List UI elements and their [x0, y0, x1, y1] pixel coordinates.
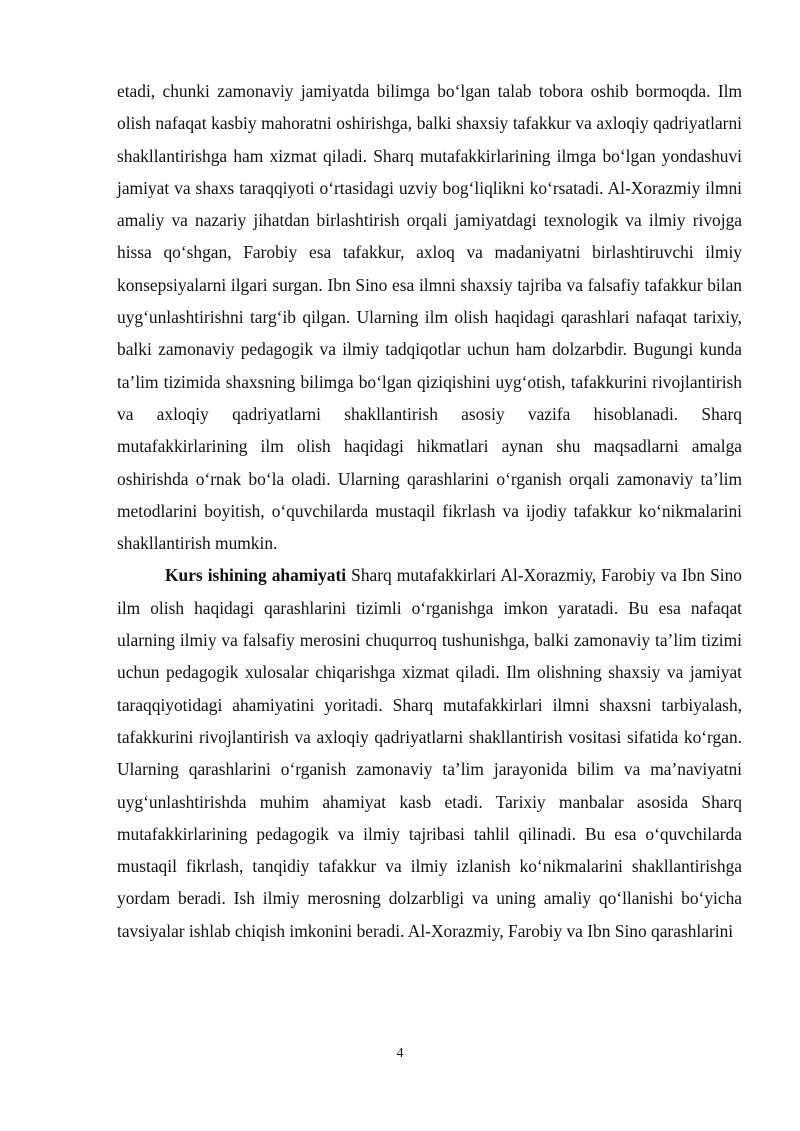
- paragraph-2: [117, 559, 742, 947]
- paragraph-1-text: etadi, chunki zamonaviy jamiyatda bilimga bo‘lgan talab tobora oshib bormoqda. Ilm olish nafaqat kasbiy mahoratni oshirishga, balki shaxsiy tafakkur va axloqiy qadriyatlarni shakllantirishga ham xizmat qiladi. Sharq mutafakkirlarining ilmga bo‘lgan yondashuvi jamiyat va shaxs taraqqiyoti o‘rtasidagi uzviy bog‘liqlikni ko‘rsatadi. Al-Xorazmiy ilmni amaliy va nazariy jihatdan birlashtirish orqali jamiyatdagi texnologik va ilmiy rivojga hissa qo‘shgan, Farobiy esa tafakkur, axloq va madaniyatni birlashtiruvchi ilmiy konsepsiyalarni ilgari surgan. Ibn Sino esa ilmni shaxsiy tajriba va falsafiy tafakkur bilan uyg‘unlashtirishni targ‘ib qilgan. Ularning ilm olish haqidagi qarashlari nafaqat tarixiy, balki zamonaviy pedagogik va ilmiy tadqiqotlar uchun ham dolzarbdir. Bugungi kunda ta’lim tizimida shaxsning bilimga bo‘lgan qiziqishini uyg‘otish, tafakkurini rivojlantirish va axloqiy qadriyatlarni shakllantirish asosiy vazifa hisoblanadi. Sharq mutafakkirlarining ilm olish haqidagi hikmatlari aynan shu maqsadlarni amalga oshirishda o‘rnak bo‘la oladi. Ularning qarashlarini o‘rganish orqali zamonaviy ta’lim metodlarini boyitish, o‘quvchilarda mustaqil fikrlash va ijodiy tafakkur ko‘nikmalarini shakllantirish mumkin.: [117, 81, 742, 554]
- paragraph-2-lead-heading: Kurs ishining ahamiyati: [165, 565, 347, 586]
- paragraph-2-text: Sharq mutafakkirlari Al-Xorazmiy, Farobiy va Ibn Sino ilm olish haqidagi qarashlarini tizimli o‘rganishga imkon yaratadi. Bu esa nafaqat ularning ilmiy va falsafiy merosini chuqurroq tushunishga, balki zamonaviy ta’lim tizimi uchun pedagogik xulosalar chiqarishga xizmat qiladi. Ilm olishning shaxsiy va jamiyat taraqqiyotidagi ahamiyatini yoritadi. Sharq mutafakkirlari ilmni shaxsni tarbiyalash, tafakkurini rivojlantirish va axloqiy qadriyatlarni shakllantirish vositasi sifatida ko‘rgan. Ularning qarashlarini o‘rganish zamonaviy ta’lim jarayonida bilim va ma’naviyatni uyg‘unlashtirishda muhim ahamiyat kasb etadi. Tarixiy manbalar asosida Sharq mutafakkirlarining pedagogik va ilmiy tajribasi tahlil qilinadi. Bu esa o‘quvchilarda mustaqil fikrlash, tanqidiy tafakkur va ilmiy izlanish ko‘nikmalarini shakllantirishga yordam beradi. Ish ilmiy merosning dolzarbligi va uning amaliy qo‘llanishi bo‘yicha tavsiyalar ishlab chiqish imkonini beradi. Al-Xorazmiy, Farobiy va Ibn Sino qarashlarini: [117, 565, 743, 941]
- paragraph-1: [117, 75, 742, 559]
- page-number: 4: [396, 1046, 404, 1061]
- body-text: [117, 75, 742, 947]
